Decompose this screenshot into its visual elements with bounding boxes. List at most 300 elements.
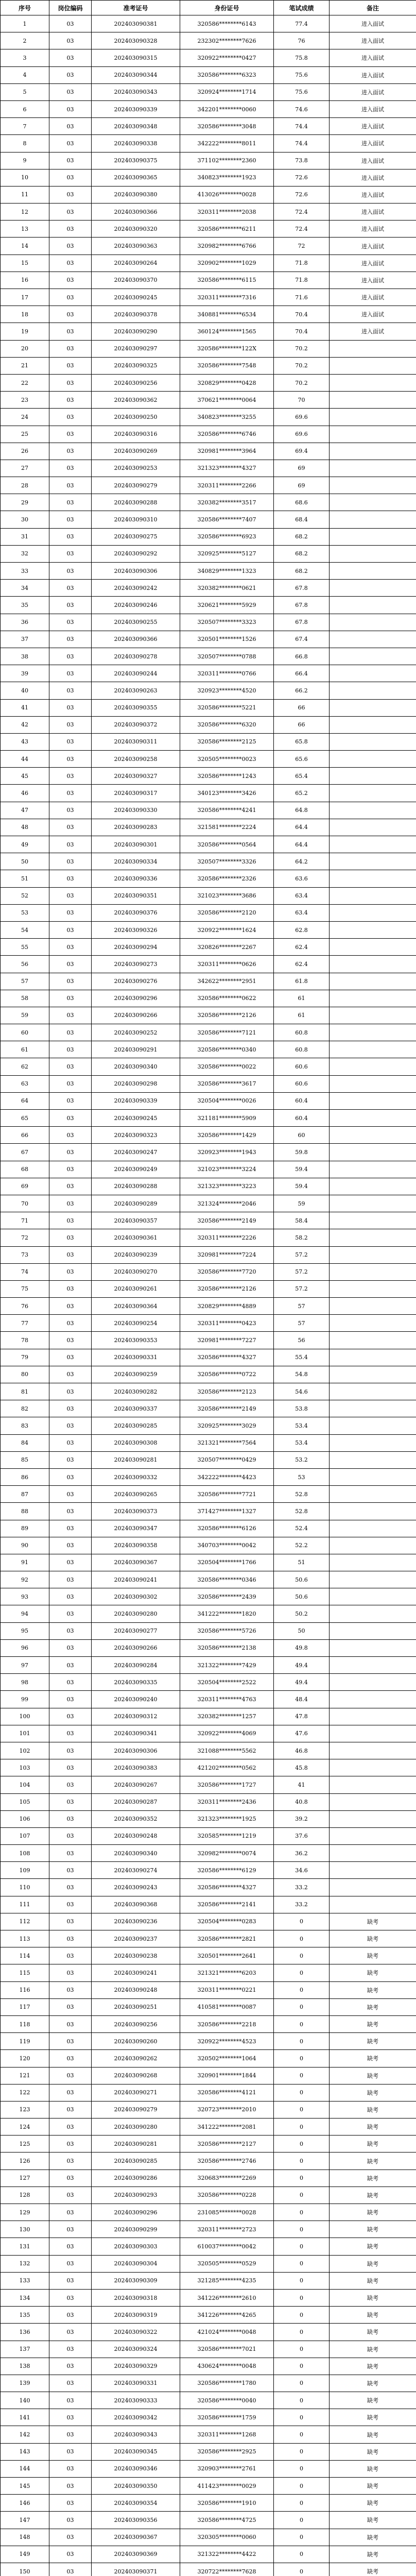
exam-number-cell: 202403090366 xyxy=(92,631,180,648)
id-number-cell: 340823********1923 xyxy=(180,169,274,186)
table-row xyxy=(1,2238,416,2255)
written-score-cell: 0 xyxy=(274,2255,330,2272)
written-score-cell: 0 xyxy=(274,1964,330,1981)
table-row xyxy=(1,990,416,1007)
remarks-cell: 缺考 xyxy=(330,1913,416,1930)
id-number-cell: 320586********6115 xyxy=(180,272,274,289)
written-score-cell: 39.2 xyxy=(274,1810,330,1827)
index-cell: 128 xyxy=(1,2187,49,2204)
table-row xyxy=(1,785,416,802)
remarks-cell: 进入面试 xyxy=(330,272,416,289)
index-cell: 134 xyxy=(1,2289,49,2306)
remarks-cell xyxy=(330,631,416,648)
table-row xyxy=(1,409,416,426)
exam-number-cell: 202403090370 xyxy=(92,272,180,289)
id-number-cell: 320586********1759 xyxy=(180,2409,274,2426)
remarks-cell xyxy=(330,1537,416,1554)
id-number-cell: 320586********1243 xyxy=(180,768,274,785)
id-number-cell: 320505********0023 xyxy=(180,751,274,768)
remarks-cell: 缺考 xyxy=(330,2170,416,2187)
written-score-cell: 57 xyxy=(274,1298,330,1315)
remarks-cell: 进入面试 xyxy=(330,186,416,203)
exam-number-cell: 202403090371 xyxy=(92,2563,180,2576)
position-code-cell: 03 xyxy=(49,443,92,460)
written-score-cell: 71.8 xyxy=(274,255,330,272)
id-number-cell: 320586********1727 xyxy=(180,1776,274,1793)
written-score-cell: 0 xyxy=(274,2426,330,2443)
remarks-cell: 缺考 xyxy=(330,2119,416,2136)
index-cell: 101 xyxy=(1,1725,49,1742)
index-cell: 57 xyxy=(1,973,49,990)
index-cell: 144 xyxy=(1,2460,49,2477)
exam-number-cell: 202403090256 xyxy=(92,2015,180,2032)
remarks-cell xyxy=(330,1092,416,1109)
id-number-cell: 321323********1925 xyxy=(180,1810,274,1827)
written-score-cell: 71.6 xyxy=(274,289,330,306)
remarks-cell: 进入面试 xyxy=(330,118,416,135)
table-row xyxy=(1,2478,416,2495)
table-row xyxy=(1,1315,416,1332)
id-number-cell: 321322********7429 xyxy=(180,1657,274,1674)
remarks-cell: 进入面试 xyxy=(330,323,416,340)
exam-number-cell: 202403090281 xyxy=(92,1451,180,1468)
exam-number-cell: 202403090366 xyxy=(92,204,180,221)
written-score-cell: 41 xyxy=(274,1776,330,1793)
exam-number-cell: 202403090334 xyxy=(92,853,180,870)
index-cell: 130 xyxy=(1,2221,49,2238)
remarks-cell xyxy=(330,1776,416,1793)
written-score-cell: 59.4 xyxy=(274,1161,330,1178)
written-score-cell: 54.6 xyxy=(274,1383,330,1400)
index-cell: 49 xyxy=(1,836,49,853)
remarks-cell: 进入面试 xyxy=(330,83,416,100)
remarks-cell xyxy=(330,956,416,973)
index-cell: 91 xyxy=(1,1554,49,1571)
exam-number-cell: 202403090340 xyxy=(92,1845,180,1862)
written-score-cell: 65.6 xyxy=(274,751,330,768)
position-code-cell: 03 xyxy=(49,2460,92,2477)
exam-number-cell: 202403090283 xyxy=(92,819,180,836)
exam-number-cell: 202403090301 xyxy=(92,836,180,853)
remarks-cell xyxy=(330,802,416,819)
position-code-cell: 03 xyxy=(49,135,92,152)
written-score-cell: 46.8 xyxy=(274,1742,330,1759)
id-number-cell: 320981********7227 xyxy=(180,1332,274,1349)
written-score-cell: 60.8 xyxy=(274,1041,330,1058)
written-score-cell: 75.6 xyxy=(274,83,330,100)
index-cell: 117 xyxy=(1,1998,49,2015)
index-cell: 93 xyxy=(1,1588,49,1605)
remarks-cell xyxy=(330,1144,416,1161)
exam-number-cell: 202403090288 xyxy=(92,1178,180,1195)
table-row xyxy=(1,1674,416,1691)
id-number-cell: 321323********4327 xyxy=(180,460,274,477)
remarks-cell: 缺考 xyxy=(330,2341,416,2358)
index-cell: 115 xyxy=(1,1964,49,1981)
exam-number-cell: 202403090253 xyxy=(92,460,180,477)
table-row xyxy=(1,751,416,768)
remarks-cell xyxy=(330,426,416,443)
exam-number-cell: 202403090270 xyxy=(92,1263,180,1280)
index-cell: 7 xyxy=(1,118,49,135)
remarks-cell: 缺考 xyxy=(330,2409,416,2426)
written-score-cell: 63.6 xyxy=(274,870,330,887)
remarks-cell xyxy=(330,392,416,409)
written-score-cell: 71.8 xyxy=(274,272,330,289)
written-score-cell: 68.6 xyxy=(274,494,330,511)
table-row xyxy=(1,545,416,562)
id-number-cell: 321023********3686 xyxy=(180,887,274,904)
written-score-cell: 63.4 xyxy=(274,904,330,921)
id-number-cell: 320586********3048 xyxy=(180,118,274,135)
exam-number-cell: 202403090318 xyxy=(92,2289,180,2306)
written-score-cell: 52.8 xyxy=(274,1486,330,1503)
written-score-cell: 62.4 xyxy=(274,956,330,973)
id-number-cell: 320586********0564 xyxy=(180,836,274,853)
written-score-cell: 0 xyxy=(274,2563,330,2576)
index-cell: 11 xyxy=(1,186,49,203)
id-number-cell: 320586********4327 xyxy=(180,1349,274,1366)
position-code-cell: 03 xyxy=(49,614,92,631)
remarks-cell xyxy=(330,1075,416,1092)
remarks-cell xyxy=(330,1246,416,1263)
id-number-cell: 341222********2081 xyxy=(180,2119,274,2136)
header-col-written-score: 笔试成绩 xyxy=(274,1,330,15)
position-code-cell: 03 xyxy=(49,1913,92,1930)
remarks-cell xyxy=(330,665,416,682)
table-row xyxy=(1,1434,416,1451)
position-code-cell: 03 xyxy=(49,100,92,117)
remarks-cell xyxy=(330,1622,416,1639)
table-row xyxy=(1,1366,416,1383)
position-code-cell: 03 xyxy=(49,2443,92,2460)
exam-number-cell: 202403090260 xyxy=(92,2033,180,2050)
remarks-cell xyxy=(330,921,416,938)
remarks-cell xyxy=(330,1793,416,1810)
position-code-cell: 03 xyxy=(49,2153,92,2170)
written-score-cell: 0 xyxy=(274,2512,330,2529)
position-code-cell: 03 xyxy=(49,2136,92,2153)
index-cell: 150 xyxy=(1,2563,49,2576)
table-row xyxy=(1,1178,416,1195)
exam-number-cell: 202403090332 xyxy=(92,1468,180,1485)
position-code-cell: 03 xyxy=(49,1195,92,1212)
exam-number-cell: 202403090351 xyxy=(92,887,180,904)
id-number-cell: 320586********2125 xyxy=(180,733,274,750)
exam-number-cell: 202403090259 xyxy=(92,1366,180,1383)
exam-number-cell: 202403090280 xyxy=(92,2119,180,2136)
exam-number-cell: 202403090258 xyxy=(92,751,180,768)
position-code-cell: 03 xyxy=(49,2033,92,2050)
written-score-cell: 53.4 xyxy=(274,1417,330,1434)
exam-number-cell: 202403090297 xyxy=(92,340,180,357)
index-cell: 120 xyxy=(1,2050,49,2067)
written-score-cell: 57.2 xyxy=(274,1263,330,1280)
position-code-cell: 03 xyxy=(49,2512,92,2529)
written-score-cell: 75.8 xyxy=(274,49,330,66)
table-row xyxy=(1,392,416,409)
table-row xyxy=(1,665,416,682)
id-number-cell: 320924********1714 xyxy=(180,83,274,100)
remarks-cell: 缺考 xyxy=(330,2101,416,2118)
remarks-cell: 缺考 xyxy=(330,2375,416,2392)
table-row xyxy=(1,1742,416,1759)
remarks-cell xyxy=(330,768,416,785)
remarks-cell xyxy=(330,1315,416,1332)
remarks-cell xyxy=(330,1366,416,1383)
table-row xyxy=(1,528,416,545)
header-col-id-number: 身份证号 xyxy=(180,1,274,15)
remarks-cell xyxy=(330,1759,416,1776)
remarks-cell: 缺考 xyxy=(330,1998,416,2015)
id-number-cell: 320586********2138 xyxy=(180,1639,274,1656)
id-number-cell: 321581********2224 xyxy=(180,819,274,836)
written-score-cell: 64.2 xyxy=(274,853,330,870)
id-number-cell: 320586********4241 xyxy=(180,802,274,819)
remarks-cell xyxy=(330,1263,416,1280)
exam-number-cell: 202403090245 xyxy=(92,289,180,306)
exam-number-cell: 202403090245 xyxy=(92,1110,180,1127)
remarks-cell xyxy=(330,1896,416,1913)
position-code-cell: 03 xyxy=(49,2409,92,2426)
id-number-cell: 342622********2951 xyxy=(180,973,274,990)
position-code-cell: 03 xyxy=(49,1332,92,1349)
exam-number-cell: 202403090368 xyxy=(92,1896,180,1913)
table-row xyxy=(1,49,416,66)
position-code-cell: 03 xyxy=(49,2119,92,2136)
index-cell: 105 xyxy=(1,1793,49,1810)
exam-number-cell: 202403090240 xyxy=(92,1691,180,1708)
id-number-cell: 421024********0048 xyxy=(180,2324,274,2341)
id-number-cell: 340703********0042 xyxy=(180,1537,274,1554)
position-code-cell: 03 xyxy=(49,392,92,409)
written-score-cell: 36.2 xyxy=(274,1845,330,1862)
table-row xyxy=(1,374,416,391)
exam-number-cell: 202403090322 xyxy=(92,2324,180,2341)
id-number-cell: 320982********0074 xyxy=(180,1845,274,1862)
remarks-cell xyxy=(330,443,416,460)
id-number-cell: 320826********2267 xyxy=(180,939,274,956)
index-cell: 135 xyxy=(1,2307,49,2324)
position-code-cell: 03 xyxy=(49,1622,92,1639)
remarks-cell: 进入面试 xyxy=(330,135,416,152)
position-code-cell: 03 xyxy=(49,2170,92,2187)
remarks-cell xyxy=(330,939,416,956)
table-header xyxy=(1,1,416,15)
written-score-cell: 74.6 xyxy=(274,100,330,117)
table-row xyxy=(1,580,416,597)
position-code-cell: 03 xyxy=(49,1417,92,1434)
table-row xyxy=(1,2460,416,2477)
table-row xyxy=(1,1110,416,1127)
id-number-cell: 410581********0087 xyxy=(180,1998,274,2015)
exam-number-cell: 202403090316 xyxy=(92,426,180,443)
position-code-cell: 03 xyxy=(49,66,92,83)
index-cell: 108 xyxy=(1,1845,49,1862)
id-number-cell: 320586********7407 xyxy=(180,511,274,528)
remarks-cell: 进入面试 xyxy=(330,238,416,255)
id-number-cell: 320311********2436 xyxy=(180,1793,274,1810)
written-score-cell: 65.8 xyxy=(274,733,330,750)
table-row xyxy=(1,2495,416,2512)
index-cell: 65 xyxy=(1,1110,49,1127)
exam-number-cell: 202403090292 xyxy=(92,545,180,562)
index-cell: 78 xyxy=(1,1332,49,1349)
exam-number-cell: 202403090296 xyxy=(92,990,180,1007)
exam-number-cell: 202403090291 xyxy=(92,1041,180,1058)
remarks-cell: 缺考 xyxy=(330,1981,416,1998)
remarks-cell xyxy=(330,1588,416,1605)
written-score-cell: 52.4 xyxy=(274,1520,330,1537)
id-number-cell: 320505********0529 xyxy=(180,2255,274,2272)
table-row xyxy=(1,1058,416,1075)
remarks-cell xyxy=(330,357,416,374)
exam-number-cell: 202403090252 xyxy=(92,1024,180,1041)
written-score-cell: 0 xyxy=(274,2392,330,2409)
id-number-cell: 320311********0423 xyxy=(180,1315,274,1332)
table-row xyxy=(1,956,416,973)
position-code-cell: 03 xyxy=(49,2255,92,2272)
exam-number-cell: 202403090285 xyxy=(92,2153,180,2170)
index-cell: 137 xyxy=(1,2341,49,2358)
remarks-cell xyxy=(330,1605,416,1622)
id-number-cell: 320311********2226 xyxy=(180,1229,274,1246)
written-score-cell: 76 xyxy=(274,32,330,49)
table-row xyxy=(1,1588,416,1605)
index-cell: 107 xyxy=(1,1827,49,1844)
id-number-cell: 430624********0048 xyxy=(180,2358,274,2375)
position-code-cell: 03 xyxy=(49,1708,92,1725)
index-cell: 47 xyxy=(1,802,49,819)
exam-number-cell: 202403090256 xyxy=(92,374,180,391)
index-cell: 77 xyxy=(1,1315,49,1332)
id-number-cell: 320586********7721 xyxy=(180,1486,274,1503)
index-cell: 83 xyxy=(1,1417,49,1434)
remarks-cell xyxy=(330,716,416,733)
id-number-cell: 320507********0429 xyxy=(180,1451,274,1468)
table-row xyxy=(1,2409,416,2426)
id-number-cell: 320586********2746 xyxy=(180,2153,274,2170)
id-number-cell: 320586********2123 xyxy=(180,1383,274,1400)
remarks-cell: 缺考 xyxy=(330,2221,416,2238)
exam-number-cell: 202403090280 xyxy=(92,1605,180,1622)
id-number-cell: 360124********1565 xyxy=(180,323,274,340)
index-cell: 21 xyxy=(1,357,49,374)
position-code-cell: 03 xyxy=(49,15,92,32)
exam-number-cell: 202403090326 xyxy=(92,921,180,938)
table-row xyxy=(1,1024,416,1041)
table-row xyxy=(1,1879,416,1896)
table-row xyxy=(1,1998,416,2015)
index-cell: 90 xyxy=(1,1537,49,1554)
index-cell: 74 xyxy=(1,1263,49,1280)
table-row xyxy=(1,323,416,340)
table-row xyxy=(1,819,416,836)
written-score-cell: 57 xyxy=(274,1315,330,1332)
position-code-cell: 03 xyxy=(49,1691,92,1708)
index-cell: 9 xyxy=(1,152,49,169)
index-cell: 43 xyxy=(1,733,49,750)
id-number-cell: 320586********6143 xyxy=(180,15,274,32)
written-score-cell: 72.4 xyxy=(274,221,330,238)
position-code-cell: 03 xyxy=(49,1058,92,1075)
table-row xyxy=(1,1263,416,1280)
remarks-cell xyxy=(330,1468,416,1485)
remarks-cell xyxy=(330,1280,416,1297)
exam-number-cell: 202403090284 xyxy=(92,1657,180,1674)
position-code-cell: 03 xyxy=(49,1845,92,1862)
table-row xyxy=(1,1657,416,1674)
exam-number-cell: 202403090337 xyxy=(92,1400,180,1417)
id-number-cell: 320586********6746 xyxy=(180,426,274,443)
remarks-cell: 进入面试 xyxy=(330,66,416,83)
exam-number-cell: 202403090345 xyxy=(92,2443,180,2460)
id-number-cell: 320586********3617 xyxy=(180,1075,274,1092)
id-number-cell: 342222********8011 xyxy=(180,135,274,152)
id-number-cell: 231085********0028 xyxy=(180,2204,274,2221)
exam-number-cell: 202403090339 xyxy=(92,1092,180,1109)
remarks-cell xyxy=(330,477,416,494)
written-score-cell: 56 xyxy=(274,1332,330,1349)
remarks-cell xyxy=(330,870,416,887)
index-cell: 55 xyxy=(1,939,49,956)
position-code-cell: 03 xyxy=(49,1981,92,1998)
table-row xyxy=(1,733,416,750)
id-number-cell: 411423********0029 xyxy=(180,2478,274,2495)
position-code-cell: 03 xyxy=(49,2084,92,2101)
written-score-cell: 66.2 xyxy=(274,682,330,699)
exam-number-cell: 202403090380 xyxy=(92,186,180,203)
written-score-cell: 74.4 xyxy=(274,118,330,135)
position-code-cell: 03 xyxy=(49,1229,92,1246)
remarks-cell: 缺考 xyxy=(330,2495,416,2512)
written-score-cell: 0 xyxy=(274,1981,330,1998)
table-row xyxy=(1,1246,416,1263)
remarks-cell xyxy=(330,374,416,391)
table-row xyxy=(1,614,416,631)
table-row xyxy=(1,1862,416,1879)
id-number-cell: 320585********1219 xyxy=(180,1827,274,1844)
remarks-cell: 缺考 xyxy=(330,2187,416,2204)
index-cell: 97 xyxy=(1,1657,49,1674)
remarks-cell xyxy=(330,1161,416,1178)
table-row xyxy=(1,2033,416,2050)
id-number-cell: 320586********6323 xyxy=(180,66,274,83)
position-code-cell: 03 xyxy=(49,1793,92,1810)
table-row xyxy=(1,1554,416,1571)
written-score-cell: 54.8 xyxy=(274,1366,330,1383)
written-score-cell: 50 xyxy=(274,1622,330,1639)
table-row xyxy=(1,426,416,443)
position-code-cell: 03 xyxy=(49,2238,92,2255)
index-cell: 129 xyxy=(1,2204,49,2221)
exam-number-cell: 202403090310 xyxy=(92,511,180,528)
index-cell: 39 xyxy=(1,665,49,682)
written-score-cell: 0 xyxy=(274,2067,330,2084)
exam-number-cell: 202403090320 xyxy=(92,221,180,238)
index-cell: 24 xyxy=(1,409,49,426)
index-cell: 99 xyxy=(1,1691,49,1708)
table-row xyxy=(1,255,416,272)
remarks-cell xyxy=(330,1674,416,1691)
remarks-cell: 进入面试 xyxy=(330,306,416,323)
position-code-cell: 03 xyxy=(49,1998,92,2015)
position-code-cell: 03 xyxy=(49,1075,92,1092)
id-number-cell: 320586********0622 xyxy=(180,990,274,1007)
index-cell: 2 xyxy=(1,32,49,49)
index-cell: 75 xyxy=(1,1280,49,1297)
written-score-cell: 67.8 xyxy=(274,614,330,631)
